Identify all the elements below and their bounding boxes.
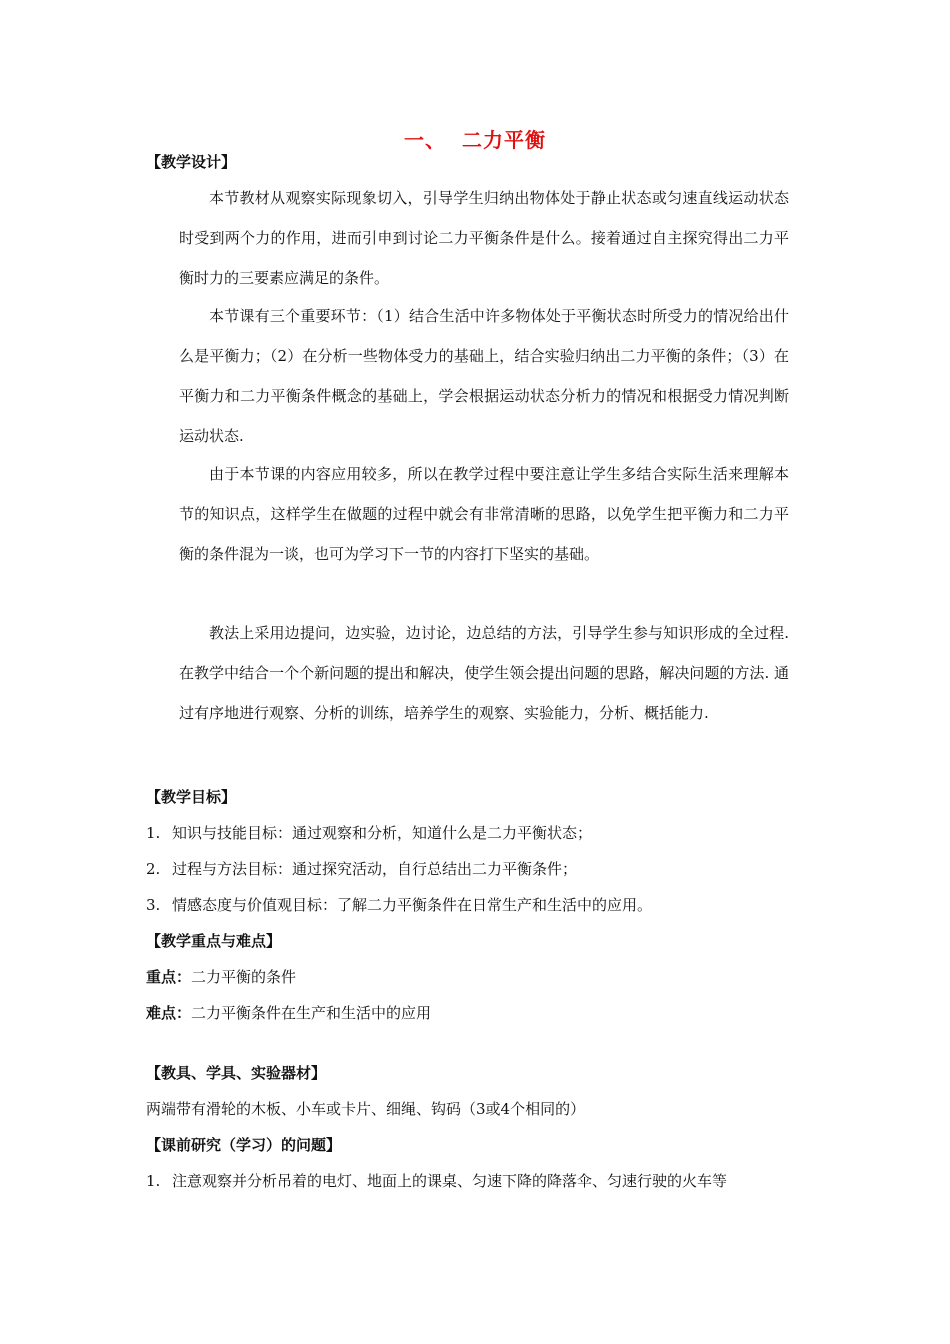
key-point-label: 重点： [146,968,192,986]
section-heading-design: 【教学设计】 [146,153,237,171]
goal-item [146,822,592,843]
section-heading-goals: 【教学目标】 [146,788,237,806]
goal-number: 3. [146,896,161,914]
design-paragraph: 本节课有三个重要环节：（1）结合生活中许多物体处于平衡状态时所受力的情况给出什么是平衡力；（2）在分析一些物体受力的基础上，结合实验归纳出二力平衡的条件；（3）在平衡力和二力平衡条件概念的基础上，学会根据运动状态分析力的情况和根据受力情况判断运动状态. [179,307,789,445]
section-heading-focus: 【教学重点与难点】 [146,932,282,950]
preview-item [146,1170,727,1191]
preview-text: 注意观察并分析吊着的电灯、地面上的课桌、匀速下降的降落伞、匀速行驶的火车等 [172,1172,728,1190]
key-point-line [146,966,296,987]
preview-number: 1. [146,1172,161,1190]
goal-text: 情感态度与价值观目标：了解二力平衡条件在日常生产和生活中的应用。 [172,896,653,914]
materials-text: 两端带有滑轮的木板、小车或卡片、细绳、钩码（3或4个相同的） [146,1100,586,1118]
goal-item [146,894,652,915]
key-point-text: 二力平衡的条件 [191,968,297,986]
goal-number: 1. [146,824,161,842]
goal-item [146,858,577,879]
difficulty-text: 二力平衡条件在生产和生活中的应用 [191,1004,432,1022]
goal-text: 知识与技能目标：通过观察和分析，知道什么是二力平衡状态； [172,824,593,842]
goal-number: 2. [146,860,161,878]
section-heading-materials: 【教具、学具、实验器材】 [146,1064,327,1082]
design-paragraph: 由于本节课的内容应用较多，所以在教学过程中要注意让学生多结合实际生活来理解本节的知识点，这样学生在做题的过程中就会有非常清晰的思路，以免学生把平衡力和二力平衡的条件混为一谈，也可为学习下一节的内容打下坚实的基础。 [179,465,789,563]
goal-text: 过程与方法目标：通过探究活动，自行总结出二力平衡条件； [172,860,578,878]
difficulty-label: 难点： [146,1004,192,1022]
design-paragraph: 教法上采用边提问，边实验，边讨论，边总结的方法，引导学生参与知识形成的全过程. 在教学中结合一个个新问题的提出和解决，使学生领会提出问题的思路，解决问题的方法. 通过有序地进行观察、分析的训练，培养学生的观察、实验能力，分析、概括能力. [179,624,789,722]
design-paragraph: 本节教材从观察实际现象切入，引导学生归纳出物体处于静止状态或匀速直线运动状态时受到两个力的作用，进而引申到讨论二力平衡条件是什么。接着通过自主探究得出二力平衡时力的三要素应满足的条件。 [179,189,789,287]
page-title: 一、 二力平衡 [404,128,546,152]
difficulty-line [146,1002,431,1023]
section-heading-preview: 【课前研究（学习）的问题】 [146,1136,342,1154]
